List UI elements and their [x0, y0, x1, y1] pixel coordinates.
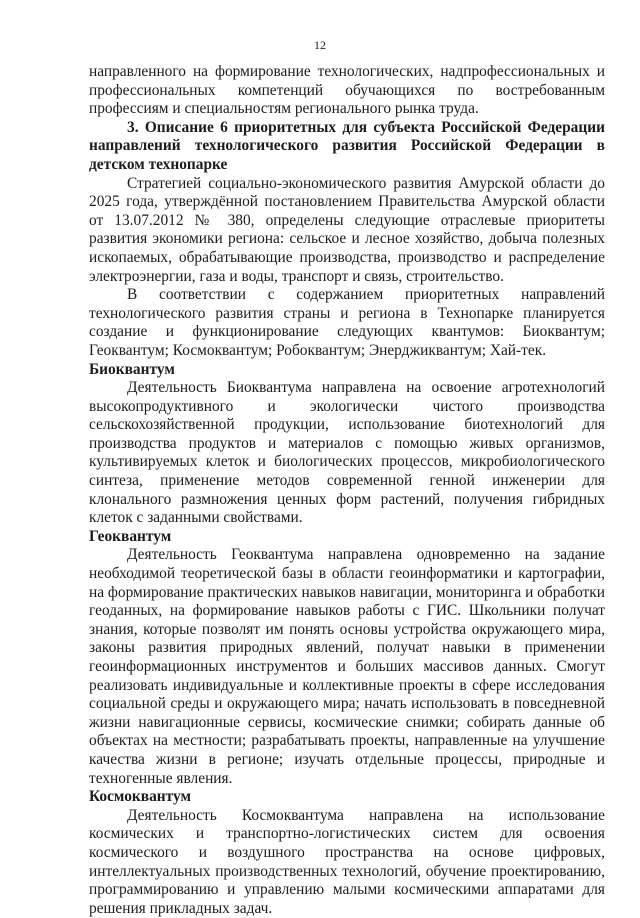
document-body: [89, 63, 605, 918]
geoquantum-text: Деятельность Геоквантума направлена одновременно на задание необходимой теоретической базы в области геоинформатики и картографии, на формирование практических навыков навигации, мониторинга и обработки геоданных, на формирование навыков работы с ГИС. Школьники получат знания, которые позволят им понять основы устройства окружающего мира, законы развития природных явлений, получат навыки в применении геоинформационных инструментов и больших массивов данных. Смогут реализовать индивидуальные и коллективные проекты в сфере исследования социальной среды и окружающего мира; начать использовать в повседневной жизни навигационные сервисы, космические снимки; собирать данные об объектах на местности; разрабатывать проекты, направленные на улучшение качества жизни в регионе; изучать отдельные процессы, природные и техногенные явления.: [89, 546, 605, 787]
bioquantum-text: Деятельность Биоквантума направлена на освоение агротехнологий высокопродуктивного и экологически чистого производства сельскохозяйственной продукции, использование биотехнологий для производства продуктов и материалов с помощью живых организмов, культивируемых клеток и биологических процессов, микробиологического синтеза, применение методов современной генной инженерии для клонального размножения ценных форм растений, получения гибридных клеток с заданными свойствами.: [89, 379, 605, 527]
geoquantum-heading: Геоквантум: [89, 527, 172, 545]
continued-paragraph: направленного на формирование технологических, надпрофессиональных и профессиональных компетенций обучающихся по востребованным профессиям и специальностям регионального рынка труда.: [89, 63, 605, 118]
bioquantum-heading: Биоквантум: [89, 360, 175, 378]
page-number: 12: [314, 38, 326, 52]
strategy-paragraph: Стратегией социально-экономического развития Амурской области до 2025 года, утверждённой постановлением Правительства Амурской области от 13.07.2012 № 380, определены следующие отраслевые приоритеты развития экономики региона: сельское и лесное хозяйство, добыча полезных ископаемых, обрабатывающие производства, производство и распределение электроэнергии, газа и воды, транспорт и связь, строительство.: [89, 174, 605, 285]
section-heading: 3. Описание 6 приоритетных для субъекта Российской Федерации направлений технологического развития Российской Федерации в детском технопарке: [89, 118, 605, 173]
cosmoquantum-text: Деятельность Космоквантума направлена на использование космических и транспортно-логистических систем для освоения космического и воздушного пространства на основе цифровых, интеллектуальных производственных технологий, обучение проектированию, программированию и управлению малыми космическими аппаратами для решения прикладных задач.: [89, 806, 605, 917]
quantums-paragraph: В соответствии с содержанием приоритетных направлений технологического развития страны и региона в Технопарке планируется создание и функционирование следующих квантумов: Биоквантум; Геоквантум; Космоквантум; Робоквантум; Энерджиквантум; Хай-тек.: [89, 286, 605, 359]
cosmoquantum-heading: Космоквантум: [89, 788, 191, 806]
